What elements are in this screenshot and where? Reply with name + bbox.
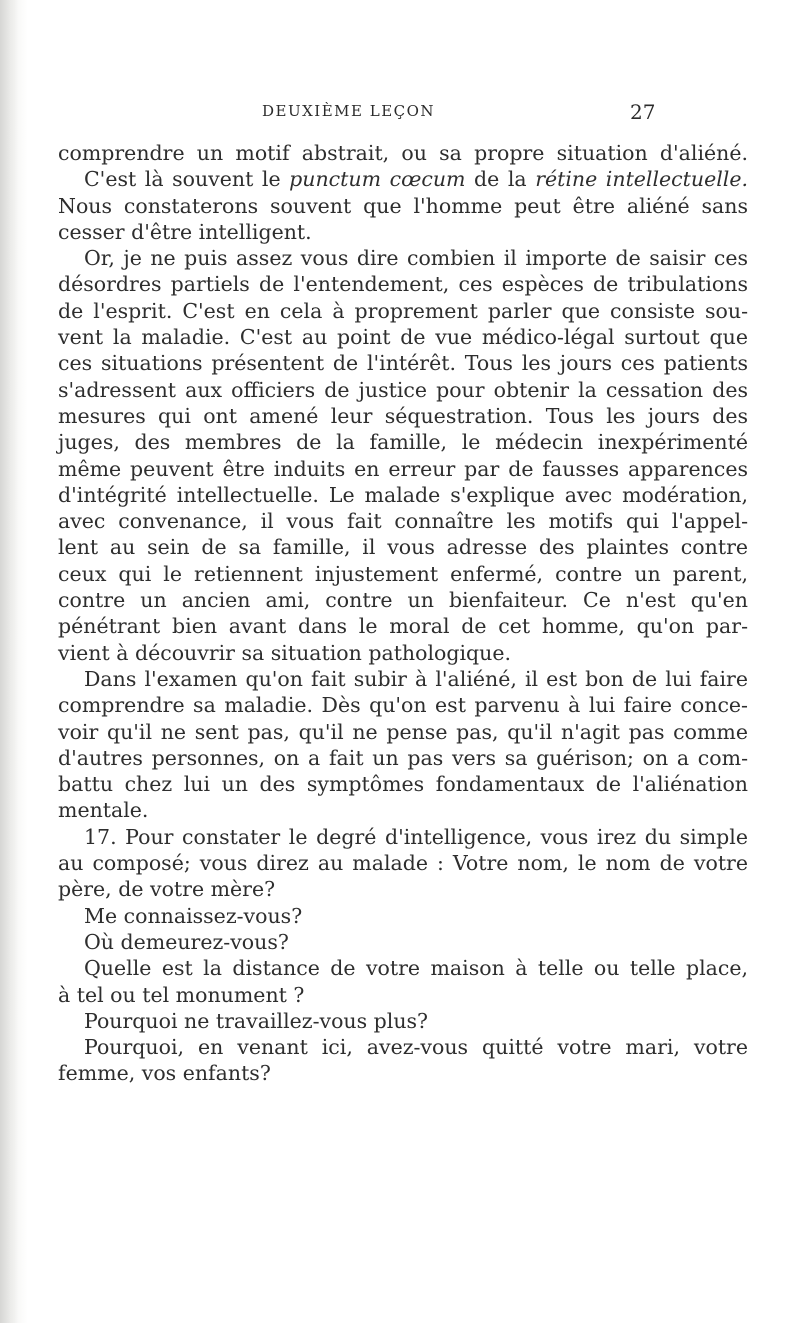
text-line: d'intégrité intellectuelle. Le malade s'explique avec modération, — [58, 482, 748, 507]
text-line: au composé; vous direz au malade : Votre nom, le nom de votre — [58, 851, 748, 876]
text-line: cesser d'être intelligent. — [58, 219, 312, 244]
text-line: Me connaissez-vous? — [84, 903, 303, 928]
text-line: désordres partiels de l'entendement, ces espèces de tribulations — [58, 272, 748, 297]
text-line: juges, des membres de la famille, le médecin inexpérimenté — [58, 430, 748, 455]
text-line: mesures qui ont amené leur séquestration. Tous les jours des — [58, 403, 748, 428]
text-line: vent la maladie. C'est au point de vue médico-légal surtout que — [58, 325, 748, 350]
text-line: Pourquoi, en venant ici, avez-vous quitté votre mari, votre — [84, 1035, 748, 1060]
text-line: à tel ou tel monument ? — [58, 982, 305, 1007]
body-text — [58, 140, 748, 1087]
text-run: C'est là souvent le — [84, 167, 290, 192]
text-line: voir qu'il ne sent pas, qu'il ne pense pas, qu'il n'agit pas comme — [58, 719, 748, 744]
text-line: Dans l'examen qu'on fait subir à l'aliéné, il est bon de lui faire — [84, 666, 748, 691]
italic-term: rétine intellectuelle. — [535, 167, 748, 192]
text-line — [58, 166, 748, 192]
text-line: s'adressent aux officiers de justice pour obtenir la cessation des — [58, 377, 748, 402]
text-line: lent au sein de sa famille, il vous adresse des plaintes contre — [58, 535, 748, 560]
running-head: DEUXIÈME LEÇON — [262, 102, 436, 120]
page-header — [0, 102, 800, 126]
text-line: 17. Pour constater le degré d'intelligence, vous irez du simple — [84, 824, 748, 849]
text-line: Or, je ne puis assez vous dire combien il importe de saisir ces — [84, 246, 748, 271]
page-spine-shadow — [0, 0, 18, 1323]
text-line: Pourquoi ne travaillez-vous plus? — [84, 1008, 429, 1033]
text-run: de la — [465, 167, 536, 192]
text-line: mentale. — [58, 798, 149, 823]
text-line: Quelle est la distance de votre maison à telle ou telle place, — [84, 956, 748, 981]
text-line: d'autres personnes, on a fait un pas vers sa guérison; on a com- — [58, 745, 748, 770]
text-line: comprendre sa maladie. Dès qu'on est parvenu à lui faire conce- — [58, 693, 748, 718]
text-line: de l'esprit. C'est en cela à proprement parler que consiste sou- — [58, 298, 748, 323]
italic-term: punctum cœcum — [289, 167, 466, 192]
text-line: battu chez lui un des symptômes fondamentaux de l'aliénation — [58, 772, 748, 797]
text-line: contre un ancien ami, contre un bienfaiteur. Ce n'est qu'en — [58, 588, 748, 613]
text-line: pénétrant bien avant dans le moral de cet homme, qu'on par- — [58, 614, 748, 639]
page-number: 27 — [630, 100, 656, 124]
text-line: avec convenance, il vous fait connaître les motifs qui l'appel- — [58, 509, 748, 534]
text-line: ces situations présentent de l'intérêt. Tous les jours ces patients — [58, 351, 748, 376]
text-line: même peuvent être induits en erreur par de fausses apparences — [58, 456, 748, 481]
text-line: père, de votre mère? — [58, 877, 276, 902]
text-line: ceux qui le retiennent injustement enfermé, contre un parent, — [58, 561, 748, 586]
text-line: Où demeurez-vous? — [84, 929, 289, 954]
text-line: comprendre un motif abstrait, ou sa propre situation d'aliéné. — [58, 141, 748, 165]
text-line: Nous constaterons souvent que l'homme peut être aliéné sans — [58, 193, 748, 218]
text-line: vient à découvrir sa situation pathologique. — [58, 640, 512, 665]
text-line: femme, vos enfants? — [58, 1061, 271, 1086]
